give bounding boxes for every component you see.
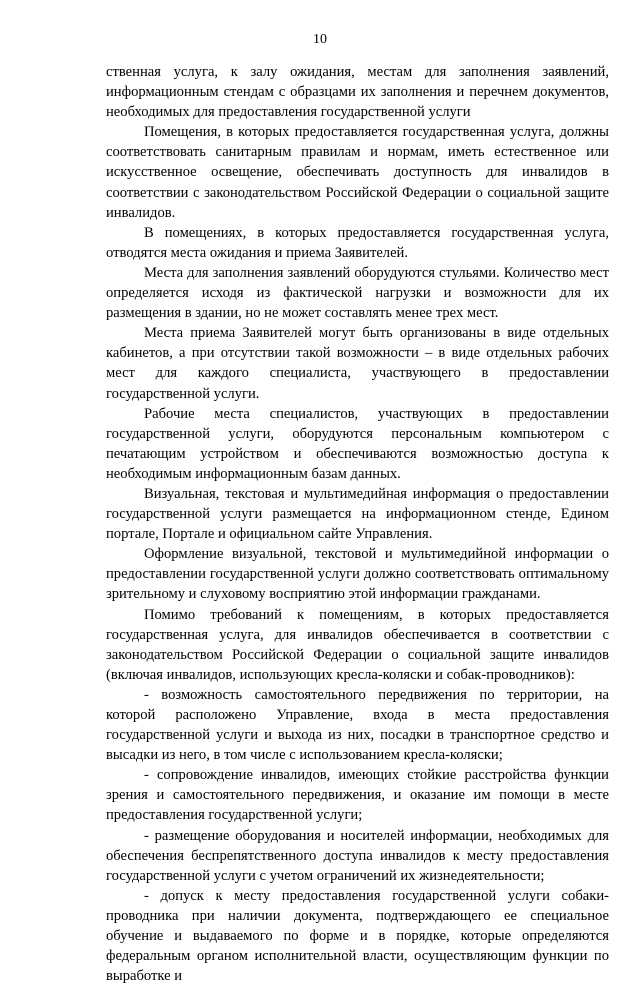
paragraph: Рабочие места специалистов, участвующих в предоставлении государственной услуги, оборудуются персональным компьютером с печатающим устройством и обеспечиваются возможностью доступа к необходимым информационным базам данных. <box>106 405 609 482</box>
paragraph: В помещениях, в которых предоставляется государственная услуга, отводятся места ожидания и приема Заявителей. <box>106 224 609 261</box>
paragraph: Места приема Заявителей могут быть организованы в виде отдельных кабинетов, а при отсутствии такой возможности – в виде отдельных рабочих мест для каждого специалиста, участвующего в предоставлении государственной услуги. <box>106 325 609 402</box>
page-number: 10 <box>313 32 327 47</box>
paragraph: Визуальная, текстовая и мультимедийная информация о предоставлении государственной услуги размещается на информационном стенде, Едином портале, Портале и официальном сайте Управления. <box>106 485 609 543</box>
paragraph: Оформление визуальной, текстовой и мультимедийной информации о предоставлении государственной услуги должно соответствовать оптимальному зрительному и слуховому восприятию этой информации гражданами. <box>106 546 609 603</box>
list-item: - допуск к месту предоставления государственной услуги собаки-проводника при наличии документа, подтверждающего ее специальное обучение и выдаваемого по форме и в порядке, которые определяются федеральным органом исполнительной власти, осуществляющим функции по выработке и <box>106 887 609 985</box>
paragraph: Места для заполнения заявлений оборудуются стульями. Количество мест определяется исходя из фактической нагрузки и возможности для их размещения в здании, но не может составлять менее трех мест. <box>106 264 609 322</box>
list-item: - сопровождение инвалидов, имеющих стойкие расстройства функции зрения и самостоятельного передвижения, и оказание им помощи в месте предоставления государственной услуги; <box>106 767 609 824</box>
document-body <box>106 62 609 986</box>
paragraph-continuation: ственная услуга, к залу ожидания, местам для заполнения заявлений, информационным стендам с образцами их заполнения и перечнем документов, необходимых для предоставления государственной услуги <box>106 64 609 121</box>
list-item: - возможность самостоятельного передвижения по территории, на которой расположено Управление, входа в места предоставления государственной услуги и выхода из них, посадки в транспортное средство и высадки из него, в том числе с использованием кресла-коляски; <box>106 686 609 764</box>
paragraph: Помещения, в которых предоставляется государственная услуга, должны соответствовать санитарным правилам и нормам, иметь естественное или искусственное освещение, обеспечивать доступность для инвалидов в соответствии с законодательством Российской Федерации о социальной защите инвалидов. <box>106 124 609 221</box>
list-item: - размещение оборудования и носителей информации, необходимых для обеспечения беспрепятственного доступа инвалидов к месту предоставления государственной услуги с учетом ограничений их жизнедеятельности; <box>106 827 609 884</box>
paragraph: Помимо требований к помещениям, в которых предоставляется государственная услуга, для инвалидов обеспечивается в соответствии с законодательством Российской Федерации о социальной защите инвалидов (включая инвалидов, использующих кресла-коляски и собак-проводников): <box>106 606 609 683</box>
